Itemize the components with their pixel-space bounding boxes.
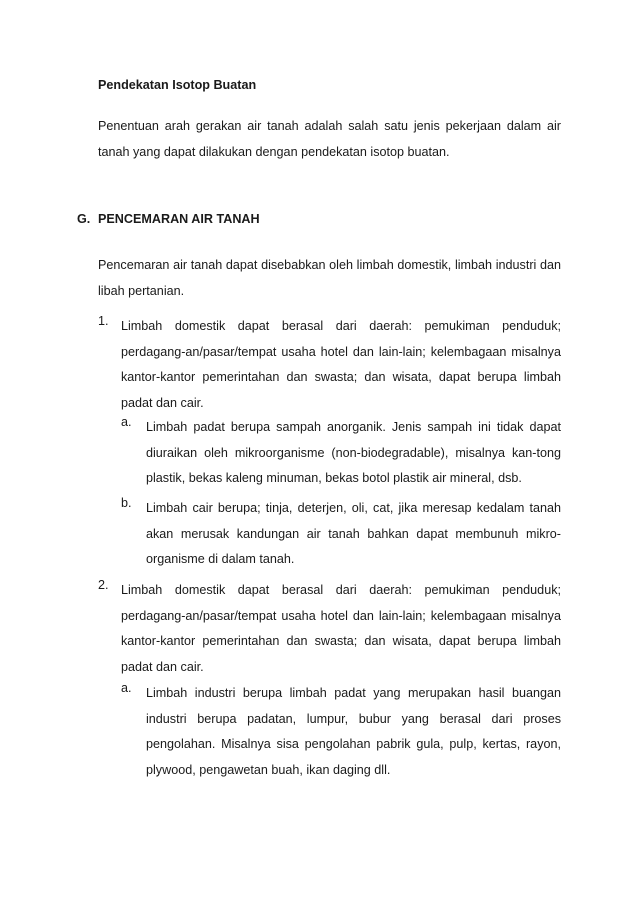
- intro-paragraph: Penentuan arah gerakan air tanah adalah salah satu jenis pekerjaan dalam air tanah yang dapat dilakukan dengan pendekatan isotop buatan.: [98, 119, 561, 159]
- list-item-text: Limbah domestik dapat berasal dari daerah: pemukiman penduduk; perdagang-an/pasar/tempat usaha hotel dan lain-lain; kelembagaan misalnya kantor-kantor pemerintahan dan swasta; dan wisata, dapat berupa limbah padat dan cair.: [121, 583, 561, 674]
- sub-list-item: [121, 496, 132, 510]
- list-item-marker: 2.: [98, 578, 109, 592]
- sub-list-item-marker: a.: [121, 681, 132, 695]
- sub-list-item-text: Limbah padat berupa sampah anorganik. Jenis sampah ini tidak dapat diuraikan oleh mikroorganisme (non-biodegradable), misalnya kan-tong plastik, bekas kaleng minuman, bekas botol plastik air mineral, dsb.: [146, 420, 561, 485]
- sub-heading: Pendekatan Isotop Buatan: [98, 78, 257, 92]
- section-title: PENCEMARAN AIR TANAH: [98, 212, 260, 226]
- section-marker: G.: [77, 212, 91, 226]
- list-item-marker: 1.: [98, 314, 109, 328]
- sub-list-item: [121, 681, 132, 695]
- sub-list-item-text: Limbah cair berupa; tinja, deterjen, oli, cat, jika meresap kedalam tanah akan merusak kandungan air tanah bahkan dapat membunuh mikro-organisme di dalam tanah.: [146, 501, 561, 566]
- sub-list-item-marker: a.: [121, 415, 132, 429]
- list-item: [98, 578, 109, 592]
- section-paragraph: Pencemaran air tanah dapat disebabkan oleh limbah domestik, limbah industri dan libah pertanian.: [98, 258, 561, 298]
- sub-list-item-marker: b.: [121, 496, 132, 510]
- list-item: [98, 314, 109, 328]
- sub-list-item-text: Limbah industri berupa limbah padat yang merupakan hasil buangan industri berupa padatan, lumpur, bubur yang berasal dari proses pengolahan. Misalnya sisa pengolahan pabrik gula, pulp, kertas, rayon, plywood, pengawetan buah, ikan daging dll.: [146, 686, 561, 777]
- list-item-text: Limbah domestik dapat berasal dari daerah: pemukiman penduduk; perdagang-an/pasar/tempat usaha hotel dan lain-lain; kelembagaan misalnya kantor-kantor pemerintahan dan swasta; dan wisata, dapat berupa limbah padat dan cair.: [121, 319, 561, 410]
- sub-list-item: [121, 415, 132, 429]
